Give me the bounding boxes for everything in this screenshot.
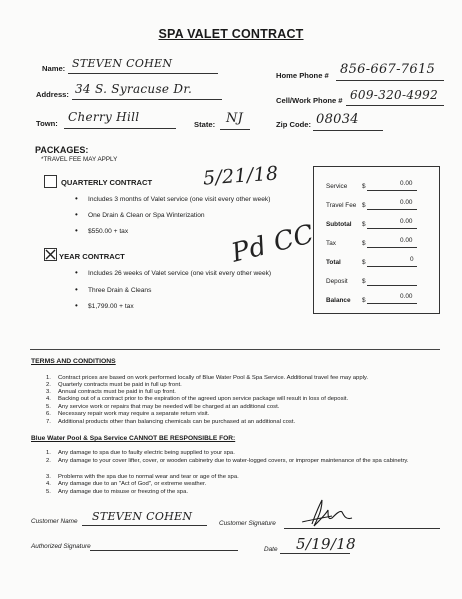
- liability-item: Any damage to spa due to faulty electric being supplied to your spa.: [58, 450, 235, 456]
- tax-underline: [367, 247, 417, 248]
- contract-title: SPA VALET CONTRACT: [158, 27, 304, 41]
- currency-sign: $: [362, 240, 366, 247]
- cell-phone-value[interactable]: 609-320-4992: [350, 88, 439, 102]
- terms-heading: TERMS AND CONDITIONS: [31, 358, 116, 365]
- term-item: Additional products other than balancing chemicals can be purchased at an additional cost.: [58, 419, 296, 425]
- state-value[interactable]: NJ: [226, 111, 244, 126]
- balance-underline: [367, 303, 417, 304]
- balance-value[interactable]: 0.00: [400, 293, 413, 300]
- zip-underline: [313, 130, 383, 131]
- quarterly-item: $550.00 + tax: [88, 228, 129, 235]
- term-number: 3.: [46, 389, 51, 395]
- deposit-label: Deposit: [326, 278, 348, 285]
- currency-sign: $: [362, 202, 366, 209]
- cell-phone-underline: [346, 105, 444, 106]
- total-label: Total: [326, 259, 341, 266]
- address-label: Address:: [36, 90, 69, 99]
- customer-signature-underline: [284, 528, 440, 529]
- checkmark-x-icon: [45, 249, 56, 260]
- customer-signature-scribble[interactable]: [298, 496, 354, 530]
- customer-name-label: Customer Name: [31, 518, 78, 525]
- travel-fee-underline: [367, 209, 417, 210]
- bullet-icon: •: [75, 194, 78, 203]
- bullet-icon: •: [75, 285, 78, 294]
- year-item: Three Drain & Cleans: [88, 287, 152, 294]
- name-value[interactable]: STEVEN COHEN: [72, 57, 173, 70]
- term-item: Necessary repair work may require a separate return visit.: [58, 411, 210, 417]
- subtotal-value[interactable]: 0.00: [400, 218, 413, 225]
- name-label: Name:: [42, 64, 66, 73]
- travel-fee-label: Travel Fee: [326, 202, 357, 209]
- quarterly-title: QUARTERLY CONTRACT: [61, 178, 153, 187]
- total-underline: [367, 266, 417, 267]
- year-item: Includes 26 weeks of Valet service (one visit every other week): [88, 270, 272, 277]
- handwritten-date: 5/21/18: [202, 162, 280, 190]
- town-underline: [64, 128, 176, 129]
- zip-value[interactable]: 08034: [316, 112, 359, 127]
- service-label: Service: [326, 183, 348, 190]
- year-checkbox[interactable]: [44, 248, 57, 261]
- liability-number: 5.: [46, 489, 51, 495]
- term-item: Contract prices are based on work performed locally of Blue Water Pool & Spa Service. Additional travel fee may apply.: [58, 375, 369, 381]
- liability-heading: Blue Water Pool & Spa Service CANNOT BE RESPONSIBLE FOR:: [31, 435, 236, 442]
- liability-item: Any damage to your cover lifter, cover, or wooden cabinetry due to water-logged covers, or improper maintenance of the spa cabinetry.: [58, 458, 409, 464]
- tax-label: Tax: [326, 240, 336, 247]
- address-underline: [72, 99, 222, 100]
- term-number: 4.: [46, 396, 51, 402]
- handwritten-initials: Pd CC: [228, 219, 318, 269]
- address-value[interactable]: 34 S. Syracuse Dr.: [75, 82, 193, 96]
- deposit-underline: [367, 285, 417, 286]
- bullet-icon: •: [75, 268, 78, 277]
- year-title: YEAR CONTRACT: [59, 252, 125, 261]
- home-phone-underline: [336, 80, 444, 81]
- quarterly-checkbox[interactable]: [44, 175, 57, 188]
- authorized-signature-underline: [90, 550, 238, 551]
- liability-item: Any damage due to an "Act of God", or extreme weather.: [58, 481, 207, 487]
- section-divider: [30, 349, 440, 350]
- customer-signature-label: Customer Signature: [219, 520, 276, 527]
- term-number: 7.: [46, 419, 51, 425]
- bullet-icon: •: [75, 210, 78, 219]
- liability-number: 3.: [46, 474, 51, 480]
- term-number: 1.: [46, 375, 51, 381]
- town-value[interactable]: Cherry Hill: [68, 110, 140, 124]
- year-item: $1,799.00 + tax: [88, 303, 134, 310]
- currency-sign: $: [362, 297, 366, 304]
- home-phone-label: Home Phone #: [276, 71, 329, 80]
- liability-number: 1.: [46, 450, 51, 456]
- bullet-icon: •: [75, 301, 78, 310]
- liability-item: Any damage due to misuse or freezing of the spa.: [58, 489, 188, 495]
- liability-number: 2.: [46, 458, 51, 464]
- travel-fee-value[interactable]: 0.00: [400, 199, 413, 206]
- balance-label: Balance: [326, 297, 351, 304]
- currency-sign: $: [362, 221, 366, 228]
- packages-heading: PACKAGES:: [35, 145, 89, 155]
- authorized-signature-label: Authorized Signature: [31, 543, 91, 550]
- date-underline: [280, 553, 350, 554]
- liability-number: 4.: [46, 481, 51, 487]
- state-underline: [220, 129, 250, 130]
- term-item: Backing out of a contract prior to the expiration of the agreed upon service package will result in loss of deposit.: [58, 396, 349, 402]
- subtotal-label: Subtotal: [326, 221, 352, 228]
- customer-name-underline: [82, 525, 207, 526]
- currency-sign: $: [362, 183, 366, 190]
- term-number: 2.: [46, 382, 51, 388]
- travel-fee-note: *TRAVEL FEE MAY APPLY: [41, 156, 118, 163]
- customer-name-value[interactable]: STEVEN COHEN: [92, 510, 193, 523]
- total-value[interactable]: 0: [410, 256, 414, 263]
- home-phone-value[interactable]: 856-667-7615: [340, 62, 436, 77]
- term-item: Annual contracts must be paid in full up front.: [58, 389, 176, 395]
- tax-value[interactable]: 0.00: [400, 237, 413, 244]
- liability-item: Problems with the spa due to normal wear and tear or age of the spa.: [58, 474, 239, 480]
- name-underline: [68, 73, 218, 74]
- bullet-icon: •: [75, 226, 78, 235]
- town-label: Town:: [36, 119, 58, 128]
- term-number: 5.: [46, 404, 51, 410]
- date-value[interactable]: 5/19/18: [296, 535, 356, 553]
- quarterly-item: One Drain & Clean or Spa Winterization: [88, 212, 205, 219]
- term-item: Any service work or repairs that may be needed will be charged at an additional cost.: [58, 404, 280, 410]
- subtotal-underline: [367, 228, 417, 229]
- date-label: Date: [264, 546, 278, 553]
- currency-sign: $: [362, 259, 366, 266]
- quarterly-item: Includes 3 months of Valet service (one visit every other week): [88, 196, 271, 203]
- cell-phone-label: Cell/Work Phone #: [276, 96, 343, 105]
- zip-label: Zip Code:: [276, 120, 312, 129]
- service-underline: [367, 190, 417, 191]
- state-label: State:: [194, 120, 216, 129]
- term-number: 6.: [46, 411, 51, 417]
- currency-sign: $: [362, 278, 366, 285]
- service-value[interactable]: 0.00: [400, 180, 413, 187]
- term-item: Quarterly contracts must be paid in full up front.: [58, 382, 182, 388]
